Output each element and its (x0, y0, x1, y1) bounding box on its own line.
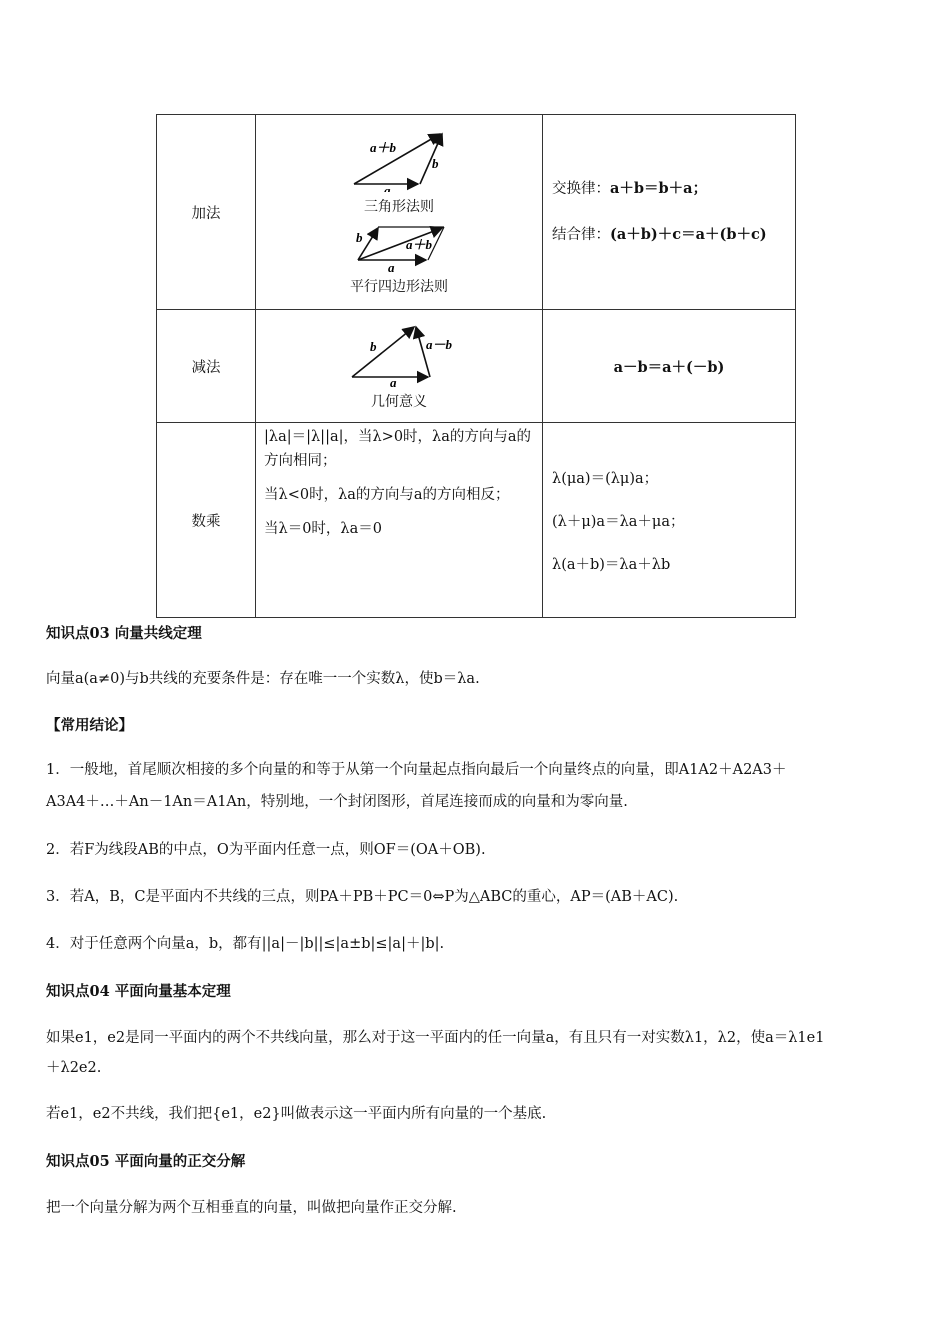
parallelogram-rule-figure (256, 222, 542, 296)
scalar-law: λ(a＋b)＝λa＋λb (552, 556, 671, 573)
label-b: b (356, 230, 363, 245)
definition-line: 当λ<0时，λa的方向与a的方向相反； (264, 487, 510, 503)
vector-sum-arrow (354, 134, 440, 184)
label-sum: a＋b (406, 237, 433, 252)
vector-b-arrow (420, 134, 442, 184)
conclusions-heading: 【常用结论】 (46, 717, 133, 734)
table-row-addition (157, 115, 796, 310)
parallelogram-rule-diagram (344, 222, 454, 272)
law-cell (543, 423, 796, 618)
subtraction-diagram (344, 321, 454, 387)
scalar-law: λ(μa)＝(λμ)a； (552, 470, 659, 487)
label-sum: a＋b (370, 140, 397, 155)
collinear-theorem-text: 向量a(a≠0)与b共线的充要条件是：存在唯一一个实数λ，使b＝λa. (46, 671, 480, 687)
commutative-law: 交换律：a＋b＝b＋a； (552, 180, 708, 197)
figure-caption: 三角形法则 (364, 199, 434, 215)
table-row-subtraction (157, 310, 796, 423)
figure-caption: 平行四边形法则 (350, 279, 448, 295)
triangle-rule-diagram (344, 128, 454, 192)
conclusion-1-line-2: A3A4＋…＋An－1An＝A1An，特别地，一个封闭图形，首尾连接而成的向量和为零向量. (46, 794, 628, 810)
figure-cell (256, 310, 543, 423)
conclusion-2: 2．若F为线段AB的中点，O为平面内任意一点，则OF＝(OA＋OB). (46, 842, 486, 858)
label-a: a (390, 375, 397, 387)
subtraction-figure (256, 321, 542, 411)
operation-name: 数乘 (157, 423, 256, 618)
operation-name: 加法 (157, 115, 256, 310)
law-cell (543, 310, 796, 423)
definition-line: 当λ＝0时，λa＝0 (264, 521, 382, 537)
label-diff: a－b (426, 337, 453, 352)
conclusion-3: 3．若A，B，C是平面内不共线的三点，则PA＋PB＋PC＝0⇔P为△ABC的重心，AP＝(AB＋AC). (46, 889, 679, 905)
triangle-rule-figure (256, 128, 542, 216)
basis-definition-text: 若e1，e2不共线，我们把{e1，e2}叫做表示这一平面内所有向量的一个基底. (46, 1106, 547, 1122)
definition-line: |λa|＝|λ||a|，当λ>0时，λa的方向与a的方向相同； (264, 429, 532, 469)
figure-cell (256, 115, 543, 310)
label-b: b (370, 339, 377, 354)
orthogonal-decomposition-text: 把一个向量分解为两个互相垂直的向量，叫做把向量作正交分解. (46, 1200, 457, 1216)
label-a: a (388, 260, 395, 272)
table-row-scalar-multiplication (157, 423, 796, 618)
operation-name: 减法 (157, 310, 256, 423)
conclusion-4: 4．对于任意两个向量a，b，都有||a|－|b||≤|a±b|≤|a|＋|b|. (46, 936, 445, 952)
label-b: b (432, 156, 439, 171)
basis-theorem-line-1: 如果e1，e2是同一平面内的两个不共线向量，那么对于这一平面内的任一向量a，有且只有一对实数λ1，λ2，使a＝λ1e1 (46, 1030, 825, 1046)
scalar-law: (λ＋μ)a＝λa＋μa； (552, 513, 685, 530)
basis-theorem-line-2: ＋λ2e2. (46, 1060, 102, 1076)
figure-caption: 几何意义 (371, 394, 427, 410)
vector-operations-table (156, 114, 796, 618)
definition-cell (256, 423, 543, 618)
section-heading-03: 知识点03 向量共线定理 (46, 625, 202, 642)
section-heading-05: 知识点05 平面向量的正交分解 (46, 1153, 246, 1170)
vector-diff-arrow (416, 327, 430, 377)
associative-law: 结合律：(a＋b)＋c＝a＋(b＋c) (552, 226, 767, 243)
label-a: a (384, 183, 391, 192)
section-heading-04: 知识点04 平面向量基本定理 (46, 983, 231, 1000)
law-cell (543, 115, 796, 310)
conclusion-1-line-1: 1．一般地，首尾顺次相接的多个向量的和等于从第一个向量起点指向最后一个向量终点的向量，即A1A2＋A2A3＋ (46, 762, 787, 778)
subtraction-law: a－b＝a＋(－b) (613, 358, 725, 376)
vector-b-arrow (352, 327, 414, 377)
